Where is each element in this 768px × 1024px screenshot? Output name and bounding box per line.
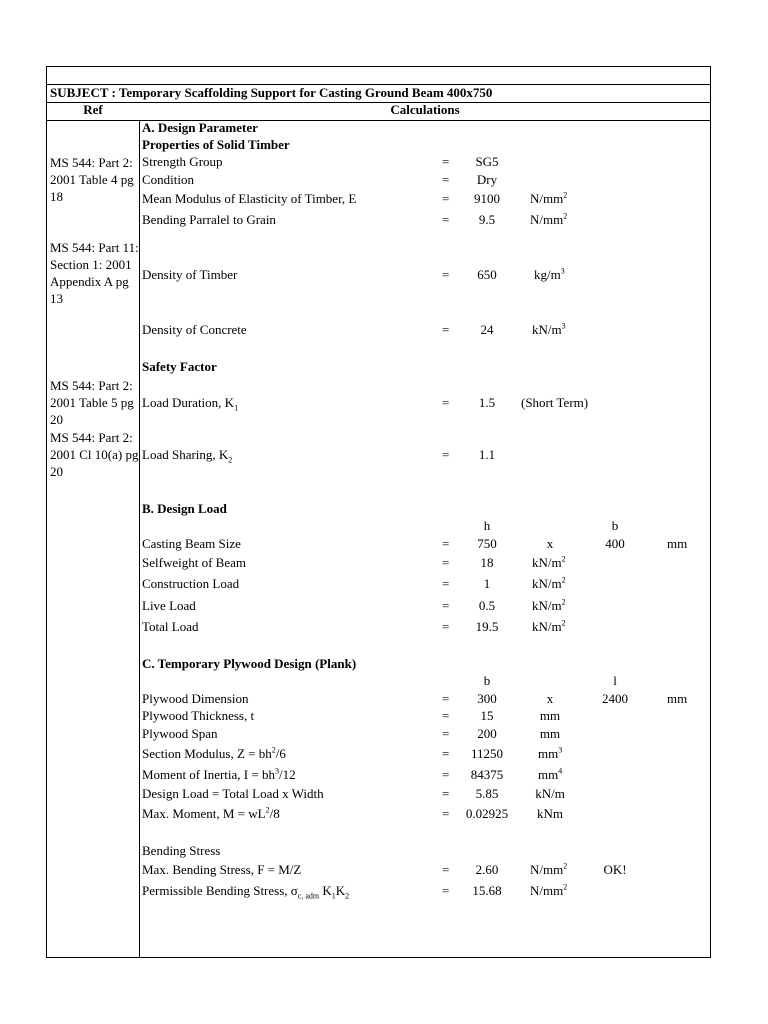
row-value: SG5 <box>475 154 499 169</box>
ref-ms544-appendix-a: MS 544: Part 11: Section 1: 2001 Appendix A pg 13 <box>50 240 139 306</box>
row-value: 5.85 <box>475 786 499 801</box>
row-value: 84375 <box>470 767 504 782</box>
equals-sign: = <box>442 555 450 570</box>
row-label: Density of Timber <box>142 267 238 282</box>
equals-sign: = <box>442 536 450 551</box>
row-label: Construction Load <box>142 576 240 591</box>
equals-sign: = <box>442 191 450 206</box>
row-unit: $N/mm^2$ <box>530 190 568 206</box>
ref-header: Ref <box>83 102 103 117</box>
equals-sign: = <box>442 708 450 723</box>
row-label: Total Load <box>142 619 199 634</box>
row-label: Load Duration, $K_1$ <box>142 395 239 413</box>
ref-ms544-table5: MS 544: Part 2: 2001 Table 5 pg 20 <box>50 378 134 427</box>
equals-sign: = <box>442 322 450 337</box>
row-label: Density of Concrete <box>142 322 247 337</box>
equals-sign: = <box>442 172 450 187</box>
section-c-title: C. Temporary Plywood Design (Plank) <box>142 656 357 671</box>
row-label: Selfweight of Beam <box>142 555 246 570</box>
row-value: 15 <box>480 708 494 723</box>
row-label: Max. Moment, $M = wL^2/8$ <box>142 805 280 821</box>
column-h-label: h <box>483 518 491 533</box>
row-note: (Short Term) <box>521 395 589 410</box>
times-sign: x <box>546 536 554 551</box>
row-label: Load Sharing, $K_2$ <box>142 447 233 465</box>
row-label: Strength Group <box>142 154 223 169</box>
row-label: Plywood Thickness, t <box>142 708 255 723</box>
section-a-title: A. Design Parameter <box>142 120 258 135</box>
row-value: 11250 <box>470 746 504 761</box>
row-value: 2.60 <box>475 862 499 877</box>
row-label: Max. Bending Stress, F = M/Z <box>142 862 302 877</box>
row-unit: mm <box>539 726 561 741</box>
section-b-title: B. Design Load <box>142 501 227 516</box>
subject-title: SUBJECT : Temporary Scaffolding Support for Casting Ground Beam 400x750 <box>50 85 493 100</box>
equals-sign: = <box>442 883 450 898</box>
row-label: Plywood Span <box>142 726 218 741</box>
column-l-label: l <box>613 673 617 688</box>
row-value: 18 <box>480 555 494 570</box>
safety-factor-title: Safety Factor <box>142 359 217 374</box>
row-label: Live Load <box>142 598 196 613</box>
plywood-length-value: 2400 <box>602 691 628 706</box>
row-label: Section Modulus, $Z = bh^2/6$ <box>142 745 286 761</box>
row-unit: $kN/m^2$ <box>532 597 566 613</box>
row-value: 1 <box>483 576 491 591</box>
row-label: Plywood Dimension <box>142 691 249 706</box>
row-label: Mean Modulus of Elasticity of Timber, E <box>142 191 357 206</box>
row-unit: $kN/m^3$ <box>532 321 566 337</box>
row-unit: mm <box>667 536 688 551</box>
section-a-subtitle: Properties of Solid Timber <box>142 137 290 152</box>
equals-sign: = <box>442 767 450 782</box>
row-label: Condition <box>142 172 195 187</box>
equals-sign: = <box>442 726 450 741</box>
row-value: 200 <box>477 726 497 741</box>
row-value: 1.1 <box>478 447 496 462</box>
row-value: 24 <box>480 322 494 337</box>
equals-sign: = <box>442 447 450 462</box>
row-value: 0.5 <box>478 598 496 613</box>
equals-sign: = <box>442 806 450 821</box>
row-label: Casting Beam Size <box>142 536 241 551</box>
calculations-header: Calculations <box>390 102 460 117</box>
times-sign: x <box>546 691 554 706</box>
row-unit: kN/m <box>535 786 565 801</box>
equals-sign: = <box>442 786 450 801</box>
beam-width-value: 400 <box>605 536 625 551</box>
equals-sign: = <box>442 576 450 591</box>
row-label: Design Load = Total Load x Width <box>142 786 324 801</box>
equals-sign: = <box>442 267 450 282</box>
row-value: 1.5 <box>478 395 496 410</box>
equals-sign: = <box>442 746 450 761</box>
ref-ms544-cl10a: MS 544: Part 2: 2001 Cl 10(a) pg 20 <box>50 430 139 479</box>
row-unit: $mm^4$ <box>538 766 563 782</box>
row-value: 15.68 <box>472 883 502 898</box>
status-ok: OK! <box>603 862 627 877</box>
ref-ms544-table4: MS 544: Part 2: 2001 Table 4 pg 18 <box>50 155 134 204</box>
row-unit: mm <box>667 691 688 706</box>
column-b-label: b <box>483 673 491 688</box>
row-unit: mm <box>539 708 561 723</box>
plywood-width-value: 300 <box>477 691 497 706</box>
row-unit: kNm <box>537 806 563 821</box>
equals-sign: = <box>442 862 450 877</box>
row-unit: $kg/m^3$ <box>534 266 565 282</box>
row-value: 650 <box>477 267 497 282</box>
equals-sign: = <box>442 619 450 634</box>
row-label: Permissible Bending Stress, $\sigma_{c, adm}$ $K_1K_2$ <box>142 883 350 901</box>
beam-height-value: 750 <box>477 536 497 551</box>
row-unit: $kN/m^2$ <box>532 618 566 634</box>
equals-sign: = <box>442 598 450 613</box>
row-value: 19.5 <box>475 619 499 634</box>
row-value: 9100 <box>474 191 500 206</box>
row-unit: $N/mm^2$ <box>530 882 568 898</box>
row-unit: $N/mm^2$ <box>530 861 568 877</box>
row-unit: $kN/m^2$ <box>532 554 566 570</box>
equals-sign: = <box>442 154 450 169</box>
equals-sign: = <box>442 395 450 410</box>
equals-sign: = <box>442 212 450 227</box>
row-value: 0.02925 <box>465 806 509 821</box>
row-unit: $N/mm^2$ <box>530 211 568 227</box>
row-value: 9.5 <box>478 212 496 227</box>
row-value: Dry <box>476 172 498 187</box>
row-label: Moment of Inertia, $I = bh^3/12$ <box>142 766 296 782</box>
row-label: Bending Parralel to Grain <box>142 212 276 227</box>
row-unit: $mm^3$ <box>538 745 563 761</box>
equals-sign: = <box>442 691 450 706</box>
column-b-label: b <box>611 518 619 533</box>
row-unit: $kN/m^2$ <box>532 575 566 591</box>
bending-stress-title: Bending Stress <box>142 843 221 858</box>
